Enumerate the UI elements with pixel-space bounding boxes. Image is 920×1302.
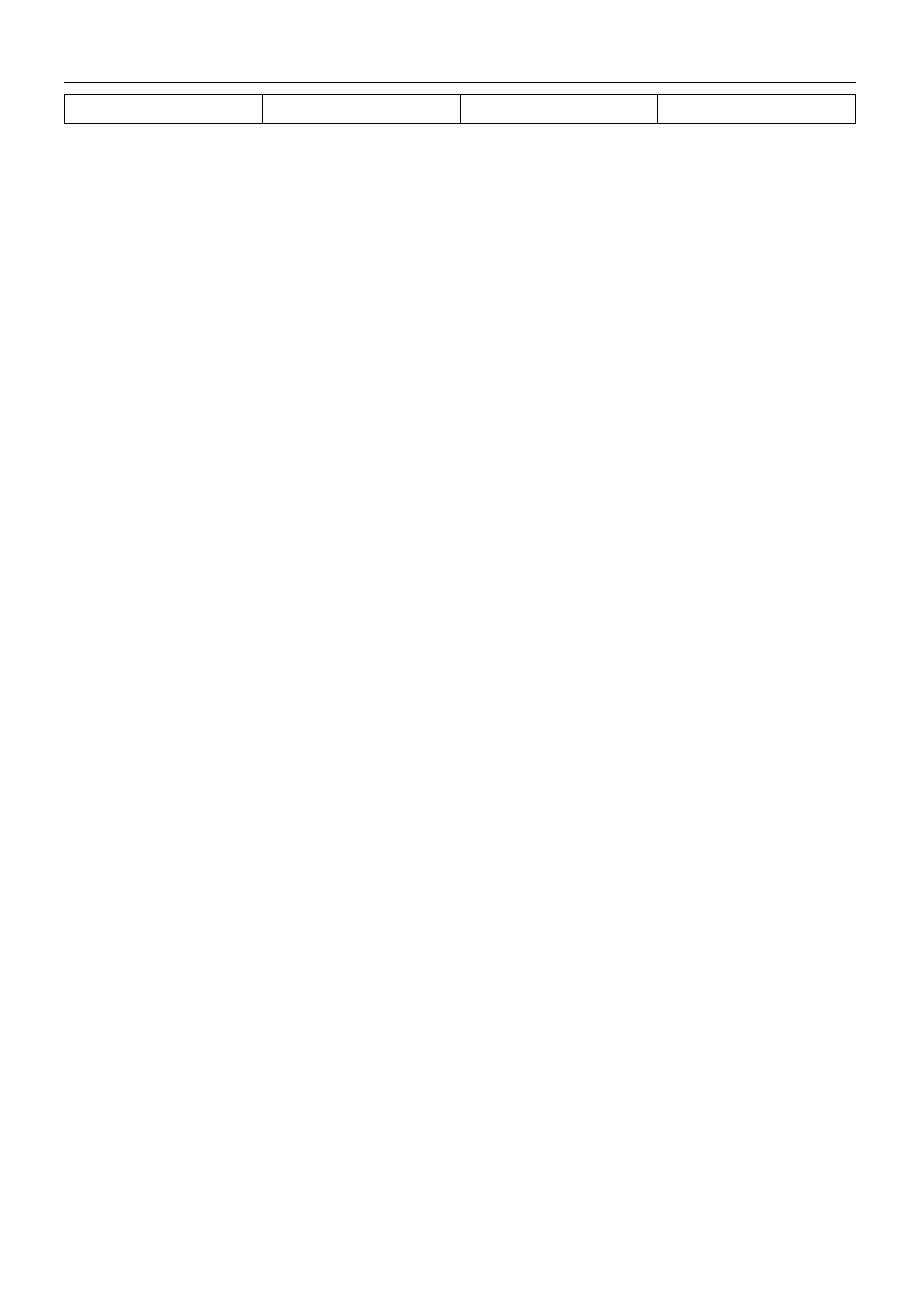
toc-cell	[658, 95, 856, 124]
toc-row	[65, 95, 856, 124]
page-content	[64, 86, 856, 132]
header-rule	[64, 82, 856, 83]
toc-cell	[460, 95, 658, 124]
toc-cell	[262, 95, 460, 124]
toc-cell	[65, 95, 263, 124]
chapter-toc-table	[64, 94, 856, 124]
